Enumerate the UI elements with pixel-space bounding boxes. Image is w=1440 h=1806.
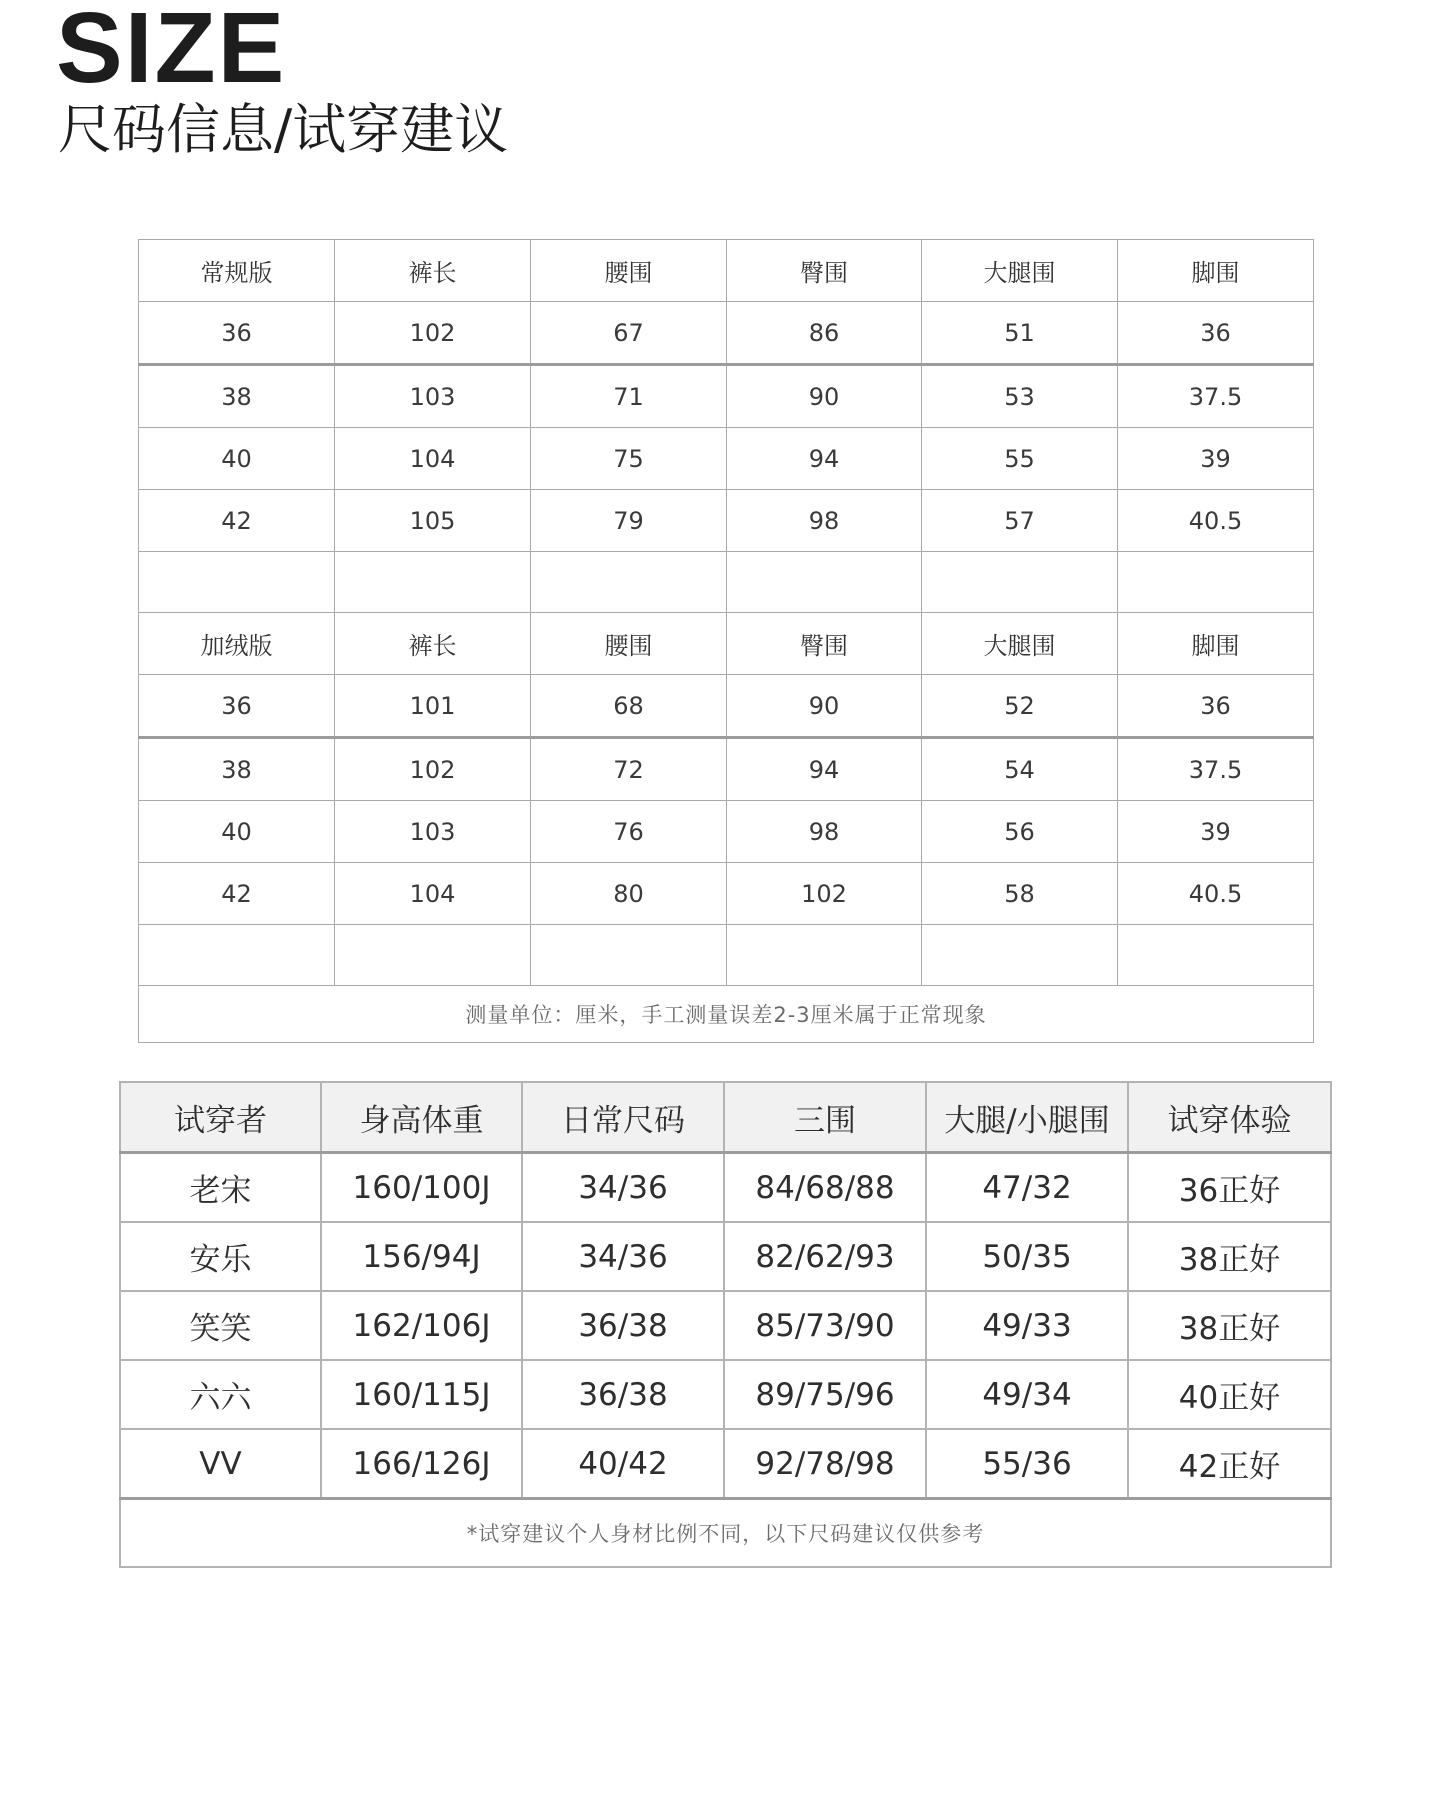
table-row <box>139 302 1314 365</box>
table-cell: 36正好 <box>1128 1153 1331 1223</box>
table-cell: 39 <box>1118 428 1314 490</box>
table-cell: 49/34 <box>926 1360 1128 1429</box>
table-cell: 102 <box>335 738 531 801</box>
table-cell: 38 <box>139 365 335 428</box>
table-cell <box>139 925 335 986</box>
table-cell: 56 <box>922 801 1118 863</box>
table-row <box>120 1291 1331 1360</box>
column-header: 日常尺码 <box>522 1082 724 1153</box>
note-row <box>120 1499 1331 1568</box>
column-header: 腰围 <box>531 240 727 302</box>
table-cell: 90 <box>727 675 922 738</box>
table-cell: 34/36 <box>522 1153 724 1223</box>
table-cell: 160/115J <box>321 1360 522 1429</box>
column-header: 臀围 <box>727 240 922 302</box>
table-cell: 55 <box>922 428 1118 490</box>
table-cell <box>1118 925 1314 986</box>
column-header: 脚围 <box>1118 613 1314 675</box>
table-cell: 102 <box>335 302 531 365</box>
page-title: SIZE <box>56 0 287 104</box>
table-cell: 105 <box>335 490 531 552</box>
table-cell: 94 <box>727 428 922 490</box>
table-cell: 79 <box>531 490 727 552</box>
table-cell: 76 <box>531 801 727 863</box>
column-header: 裤长 <box>335 240 531 302</box>
table-row <box>139 365 1314 428</box>
table-cell: 80 <box>531 863 727 925</box>
table-cell <box>727 925 922 986</box>
column-header: 大腿围 <box>922 613 1118 675</box>
table-cell: 82/62/93 <box>724 1222 926 1291</box>
column-header: 试穿体验 <box>1128 1082 1331 1153</box>
table-cell: 89/75/96 <box>724 1360 926 1429</box>
table-row <box>139 738 1314 801</box>
table-cell <box>531 925 727 986</box>
table-cell: 160/100J <box>321 1153 522 1223</box>
table-cell: 40 <box>139 428 335 490</box>
table-cell: 36/38 <box>522 1360 724 1429</box>
table-cell: 38正好 <box>1128 1222 1331 1291</box>
column-header: 三围 <box>724 1082 926 1153</box>
table-cell: 55/36 <box>926 1429 1128 1499</box>
table-cell: 36/38 <box>522 1291 724 1360</box>
table-row <box>139 675 1314 738</box>
table-row <box>120 1360 1331 1429</box>
table-row <box>139 801 1314 863</box>
table-cell: 36 <box>139 302 335 365</box>
table-cell: 笑笑 <box>120 1291 321 1360</box>
table-row <box>120 1222 1331 1291</box>
table-cell: 安乐 <box>120 1222 321 1291</box>
table-cell: 六六 <box>120 1360 321 1429</box>
regular-header-row <box>139 240 1314 302</box>
table-cell: 162/106J <box>321 1291 522 1360</box>
table-cell: 104 <box>335 863 531 925</box>
table-cell <box>922 552 1118 613</box>
table-cell: 52 <box>922 675 1118 738</box>
table-cell: 38 <box>139 738 335 801</box>
column-header: 常规版 <box>139 240 335 302</box>
table-cell: 54 <box>922 738 1118 801</box>
table-cell: 86 <box>727 302 922 365</box>
table-cell: 166/126J <box>321 1429 522 1499</box>
table-cell: 40 <box>139 801 335 863</box>
table-cell: 34/36 <box>522 1222 724 1291</box>
table-cell: 36 <box>1118 302 1314 365</box>
table-cell <box>727 552 922 613</box>
table-cell: 老宋 <box>120 1153 321 1223</box>
column-header: 加绒版 <box>139 613 335 675</box>
blank-row <box>139 552 1314 613</box>
size-chart-table <box>138 239 1314 1043</box>
table-cell: 103 <box>335 365 531 428</box>
table-cell <box>922 925 1118 986</box>
table-cell: 39 <box>1118 801 1314 863</box>
table-cell: 101 <box>335 675 531 738</box>
table-cell: 103 <box>335 801 531 863</box>
table-cell: 156/94J <box>321 1222 522 1291</box>
table-cell: 51 <box>922 302 1118 365</box>
table-cell: 40/42 <box>522 1429 724 1499</box>
column-header: 腰围 <box>531 613 727 675</box>
table-cell: 36 <box>139 675 335 738</box>
table-cell <box>335 552 531 613</box>
table-cell: 40正好 <box>1128 1360 1331 1429</box>
page-subtitle: 尺码信息/试穿建议 <box>58 98 509 161</box>
table-cell: 98 <box>727 801 922 863</box>
table-cell: 47/32 <box>926 1153 1128 1223</box>
table-cell: 40.5 <box>1118 490 1314 552</box>
fleece-header-row <box>139 613 1314 675</box>
measurement-note: 测量单位：厘米，手工测量误差2-3厘米属于正常现象 <box>139 986 1314 1043</box>
table-cell: 42正好 <box>1128 1429 1331 1499</box>
table-cell: 49/33 <box>926 1291 1128 1360</box>
table-cell: 68 <box>531 675 727 738</box>
column-header: 试穿者 <box>120 1082 321 1153</box>
table-cell: 38正好 <box>1128 1291 1331 1360</box>
table-cell: 58 <box>922 863 1118 925</box>
trial-note: *试穿建议个人身材比例不同，以下尺码建议仅供参考 <box>120 1499 1331 1568</box>
table-row <box>120 1153 1331 1223</box>
table-cell: 71 <box>531 365 727 428</box>
table-cell: 98 <box>727 490 922 552</box>
table-cell: 36 <box>1118 675 1314 738</box>
table-cell: 67 <box>531 302 727 365</box>
note-row <box>139 986 1314 1043</box>
column-header: 大腿围 <box>922 240 1118 302</box>
table-cell: 94 <box>727 738 922 801</box>
table-cell: 42 <box>139 490 335 552</box>
table-cell: 37.5 <box>1118 365 1314 428</box>
table-cell: 40.5 <box>1118 863 1314 925</box>
column-header: 臀围 <box>727 613 922 675</box>
trial-header-row <box>120 1082 1331 1153</box>
table-cell: 90 <box>727 365 922 428</box>
table-cell: 104 <box>335 428 531 490</box>
table-cell: 102 <box>727 863 922 925</box>
column-header: 大腿/小腿围 <box>926 1082 1128 1153</box>
table-cell: 85/73/90 <box>724 1291 926 1360</box>
table-cell: 37.5 <box>1118 738 1314 801</box>
table-cell <box>139 552 335 613</box>
table-cell: 92/78/98 <box>724 1429 926 1499</box>
table-row <box>139 490 1314 552</box>
table-cell <box>335 925 531 986</box>
blank-row <box>139 925 1314 986</box>
trial-suggestion-table <box>119 1081 1332 1568</box>
table-cell <box>1118 552 1314 613</box>
table-cell: 72 <box>531 738 727 801</box>
table-cell: 84/68/88 <box>724 1153 926 1223</box>
table-row <box>120 1429 1331 1499</box>
table-cell: 57 <box>922 490 1118 552</box>
table-cell: 42 <box>139 863 335 925</box>
column-header: 裤长 <box>335 613 531 675</box>
table-row <box>139 428 1314 490</box>
table-cell: 50/35 <box>926 1222 1128 1291</box>
column-header: 脚围 <box>1118 240 1314 302</box>
table-row <box>139 863 1314 925</box>
table-cell: 75 <box>531 428 727 490</box>
table-cell <box>531 552 727 613</box>
column-header: 身高体重 <box>321 1082 522 1153</box>
table-cell: VV <box>120 1429 321 1499</box>
table-cell: 53 <box>922 365 1118 428</box>
